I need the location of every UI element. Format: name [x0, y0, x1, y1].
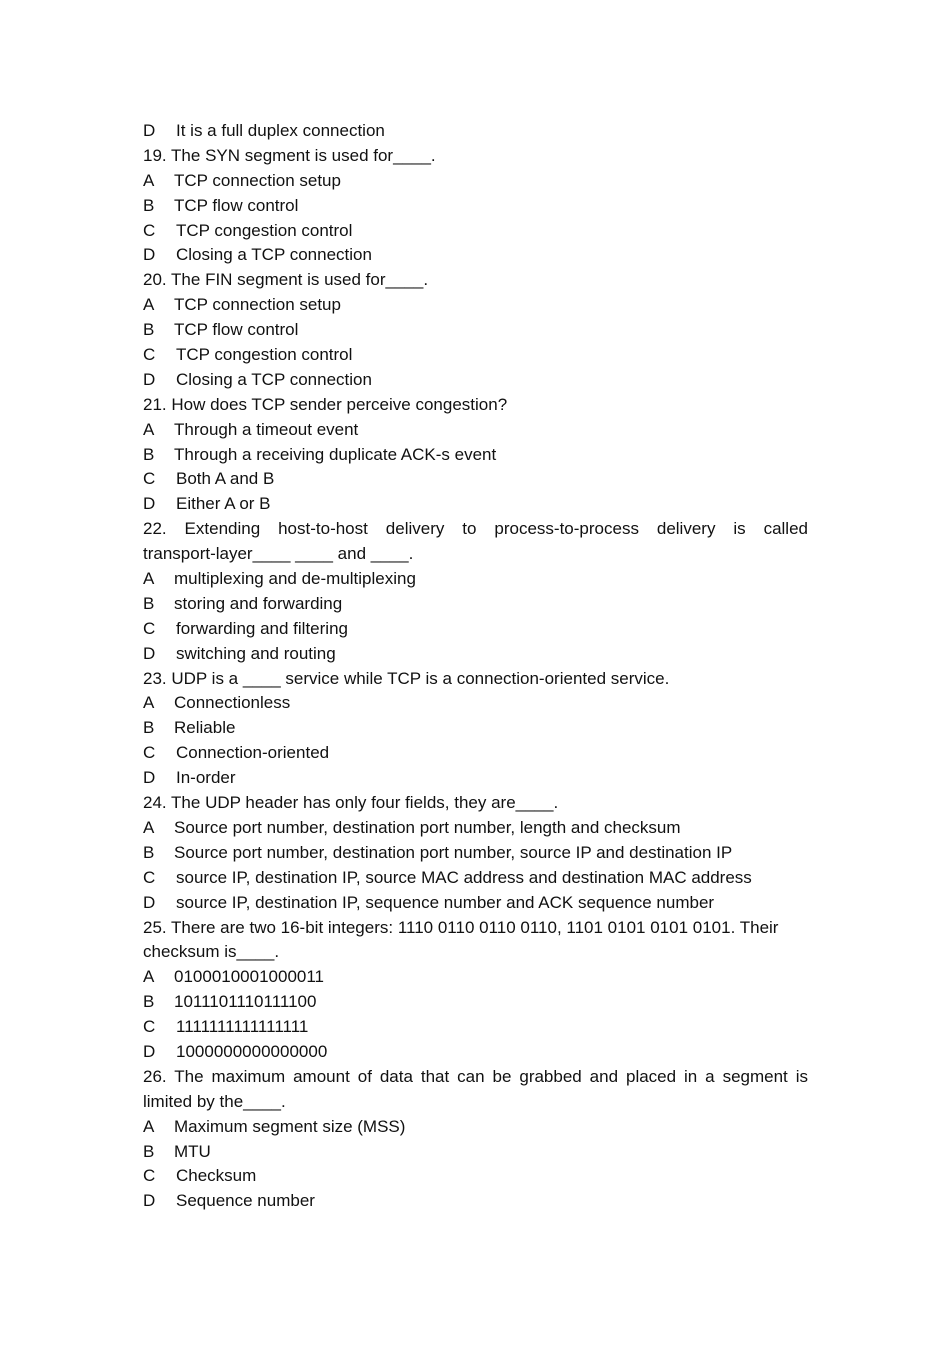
option-letter: A: [143, 569, 155, 589]
answer-option: [143, 891, 808, 916]
answer-option: [143, 343, 808, 368]
question-text: checksum is____.: [143, 942, 280, 962]
option-text: Source port number, destination port number, length and checksum: [174, 817, 681, 837]
question-text: 20. The FIN segment is used for____.: [143, 270, 429, 290]
option-text: source IP, destination IP, sequence number and ACK sequence number: [176, 892, 715, 912]
option-letter: C: [143, 220, 156, 240]
option-text: Source port number, destination port number, source IP and destination IP: [174, 842, 733, 862]
option-text: Maximum segment size (MSS): [174, 1116, 406, 1136]
option-letter: D: [143, 643, 156, 663]
answer-option: [143, 293, 808, 318]
answer-option: [143, 1040, 808, 1065]
option-letter: B: [143, 992, 155, 1012]
option-text: TCP congestion control: [176, 220, 353, 240]
option-letter: D: [143, 121, 156, 140]
option-letter: A: [143, 693, 155, 713]
option-letter: C: [143, 618, 156, 638]
option-text: TCP connection setup: [174, 170, 341, 190]
option-letter: C: [143, 867, 156, 887]
question-text: 26. The maximum amount of data that can be grabbed and placed in a segment is: [143, 1066, 808, 1086]
answer-option: [143, 169, 808, 194]
answer-option: [143, 1164, 808, 1189]
question-text: 22. Extending host-to-host delivery to process-to-process delivery is called: [143, 519, 808, 539]
option-text: 1000000000000000: [176, 1041, 328, 1061]
option-letter: A: [143, 1116, 155, 1136]
option-letter: C: [143, 1166, 156, 1186]
option-text: Both A and B: [176, 469, 275, 489]
answer-option: [143, 866, 808, 891]
option-text: TCP flow control: [174, 320, 299, 340]
option-text: MTU: [174, 1141, 211, 1161]
answer-option: [143, 617, 808, 642]
question-text: 21. How does TCP sender perceive congestion?: [143, 394, 508, 414]
option-text: multiplexing and de-multiplexing: [174, 569, 416, 589]
option-letter: B: [143, 1141, 155, 1161]
option-letter: A: [143, 817, 155, 837]
answer-option: [143, 318, 808, 343]
answer-option: [143, 716, 808, 741]
option-text: It is a full duplex connection: [176, 121, 385, 140]
option-letter: D: [143, 1191, 156, 1211]
option-text: TCP congestion control: [176, 345, 353, 365]
quiz-content: [143, 119, 808, 1214]
option-text: Reliable: [174, 718, 236, 738]
option-text: Either A or B: [176, 494, 271, 514]
question-text: 24. The UDP header has only four fields, they are____.: [143, 793, 559, 813]
answer-option: [143, 1115, 808, 1140]
question-text: 23. UDP is a ____ service while TCP is a connection-oriented service.: [143, 668, 670, 688]
answer-option: [143, 1189, 808, 1214]
option-letter: A: [143, 295, 155, 315]
option-letter: C: [143, 345, 156, 365]
option-text: switching and routing: [176, 643, 336, 663]
option-letter: C: [143, 469, 156, 489]
answer-option: [143, 368, 808, 393]
answer-option: [143, 816, 808, 841]
option-letter: D: [143, 892, 156, 912]
option-letter: B: [143, 444, 155, 464]
option-text: storing and forwarding: [174, 593, 343, 613]
option-letter: B: [143, 320, 155, 340]
option-letter: C: [143, 1017, 156, 1037]
option-text: Closing a TCP connection: [176, 369, 372, 389]
answer-option: [143, 741, 808, 766]
answer-option: [143, 766, 808, 791]
answer-option: [143, 492, 808, 517]
option-letter: D: [143, 494, 156, 514]
option-text: Closing a TCP connection: [176, 245, 372, 265]
answer-option: [143, 1015, 808, 1040]
option-letter: A: [143, 170, 155, 190]
answer-option: [143, 990, 808, 1015]
answer-option: [143, 243, 808, 268]
answer-option: [143, 691, 808, 716]
option-letter: D: [143, 768, 156, 788]
option-letter: B: [143, 195, 155, 215]
answer-option: [143, 592, 808, 617]
option-text: Through a receiving duplicate ACK-s event: [174, 444, 497, 464]
answer-option: [143, 467, 808, 492]
option-text: TCP flow control: [174, 195, 299, 215]
answer-option: [143, 567, 808, 592]
question-text: 19. The SYN segment is used for____.: [143, 145, 436, 165]
option-text: 1111111111111111: [176, 1017, 309, 1037]
option-text: forwarding and filtering: [176, 618, 348, 638]
question-text: transport-layer____ ____ and ____.: [143, 544, 414, 564]
option-letter: D: [143, 245, 156, 265]
answer-option: [143, 219, 808, 244]
option-text: 0100010001000011: [174, 967, 325, 987]
option-text: Connectionless: [174, 693, 291, 713]
answer-option: [143, 119, 808, 144]
answer-option: [143, 642, 808, 667]
answer-option: [143, 418, 808, 443]
option-text: Connection-oriented: [176, 743, 330, 763]
option-text: Checksum: [176, 1166, 257, 1186]
option-text: 1011101110111100: [174, 992, 317, 1012]
answer-option: [143, 965, 808, 990]
question-text: 25. There are two 16-bit integers: 1110 0110 0110 0110, 1101 0101 0101 0101. Their: [143, 917, 779, 937]
option-letter: B: [143, 718, 155, 738]
option-letter: C: [143, 743, 156, 763]
option-text: Through a timeout event: [174, 419, 359, 439]
question-text: limited by the____.: [143, 1091, 286, 1111]
answer-option: [143, 443, 808, 468]
option-letter: D: [143, 1041, 156, 1061]
option-letter: A: [143, 967, 155, 987]
option-letter: B: [143, 842, 155, 862]
option-text: TCP connection setup: [174, 295, 341, 315]
option-text: Sequence number: [176, 1191, 315, 1211]
answer-option: [143, 194, 808, 219]
answer-option: [143, 1140, 808, 1165]
option-letter: A: [143, 419, 155, 439]
option-text: In-order: [176, 768, 236, 788]
option-letter: B: [143, 593, 155, 613]
option-text: source IP, destination IP, source MAC address and destination MAC address: [176, 867, 752, 887]
answer-option: [143, 841, 808, 866]
option-letter: D: [143, 369, 156, 389]
